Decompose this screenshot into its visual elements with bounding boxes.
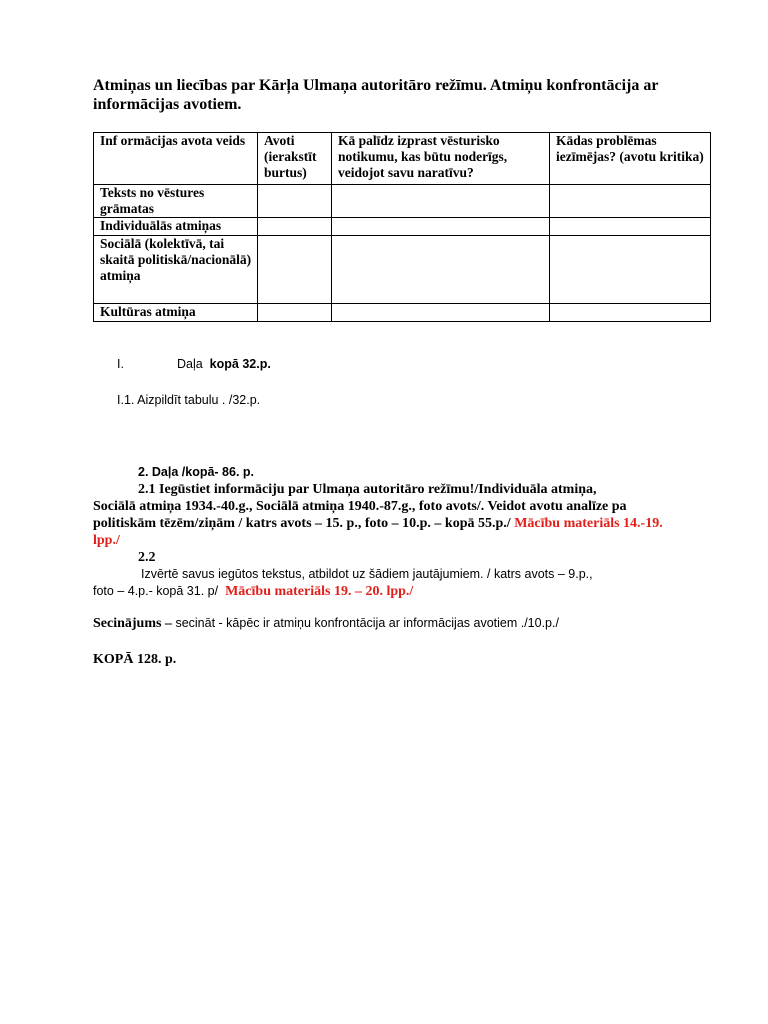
table-header-row xyxy=(94,133,711,185)
table-cell[interactable] xyxy=(258,236,332,304)
part1-task: I.1. Aizpildīt tabulu . /32.p. xyxy=(117,393,261,407)
part2-1-reference: Mācību materiāls 14.-19. lpp./ xyxy=(93,516,663,548)
row-label: Teksts no vēstures grāmatas xyxy=(94,185,258,218)
table-row xyxy=(94,185,711,218)
part2-2-line1: Izvērtē savus iegūtos tekstus, atbildot uz šādiem jautājumiem. / katrs avots – 9.p., xyxy=(141,567,593,581)
row-label: Sociālā (kolektīvā, tai skaitā politiskā/nacionālā) atmiņa xyxy=(94,236,258,304)
part2-2-task xyxy=(93,566,693,600)
part2-1-line1: 2.1 Iegūstiet informāciju par Ulmaņa autoritāro režīmu!/Individuāla atmiņa, xyxy=(138,482,597,497)
part2-1-task xyxy=(93,481,693,549)
table-cell[interactable] xyxy=(550,185,711,218)
conclusion-text: secināt - kāpēc ir atmiņu konfrontācija ar informācijas avotiem ./10.p./ xyxy=(175,616,559,630)
document-title: Atmiņas un liecības par Kārļa Ulmaņa autoritāro režīmu. Atmiņu konfrontācija ar informācijas avotiem. xyxy=(93,77,659,113)
table-row xyxy=(94,304,711,322)
conclusion-label: Secinājums – xyxy=(93,616,172,631)
part2-block xyxy=(93,464,693,600)
table-cell[interactable] xyxy=(258,185,332,218)
header-how-helps: Kā palīdz izprast vēsturisko notikumu, kas būtu noderīgs, veidojot savu naratīvu? xyxy=(332,133,550,185)
part2-2-reference: Mācību materiāls 19. – 20. lpp./ xyxy=(225,584,414,599)
table-row xyxy=(94,236,711,304)
grand-total: KOPĀ 128. p. xyxy=(93,652,177,667)
table-cell[interactable] xyxy=(332,236,550,304)
part1-number: I. xyxy=(117,357,124,371)
table-cell[interactable] xyxy=(258,218,332,236)
table-cell[interactable] xyxy=(550,304,711,322)
sources-table xyxy=(93,132,711,322)
table-cell[interactable] xyxy=(550,218,711,236)
row-label: Individuālās atmiņas xyxy=(94,218,258,236)
table-row xyxy=(94,218,711,236)
part2-1-text: Sociālā atmiņa 1934.-40.g., Sociālā atmiņa 1940.-87.g., foto avots/. Veidot avotu analīze pa politiskām tēzēm/ziņām / katrs avots – 15. p., foto – 10.p. – kopā 55.p./ xyxy=(93,499,627,531)
table-cell[interactable] xyxy=(258,304,332,322)
part1-daja: Daļa xyxy=(177,357,203,371)
header-sources: Avoti (ierakstīt burtus) xyxy=(258,133,332,185)
header-source-type: Inf ormācijas avota veids xyxy=(94,133,258,185)
part1-heading xyxy=(117,357,271,371)
table-cell[interactable] xyxy=(332,218,550,236)
part2-heading: 2. Daļa /kopā- 86. p. xyxy=(138,465,255,479)
header-problems: Kādas problēmas iezīmējas? (avotu kritika) xyxy=(550,133,711,185)
table-cell[interactable] xyxy=(332,304,550,322)
part1-total: kopā 32.p. xyxy=(209,357,271,371)
table-cell[interactable] xyxy=(550,236,711,304)
part2-2-line2: foto – 4.p.- kopā 31. p/ xyxy=(93,584,219,598)
table-cell[interactable] xyxy=(332,185,550,218)
part2-2-heading: 2.2 xyxy=(138,550,156,565)
conclusion xyxy=(93,615,713,632)
row-label: Kultūras atmiņa xyxy=(94,304,258,322)
